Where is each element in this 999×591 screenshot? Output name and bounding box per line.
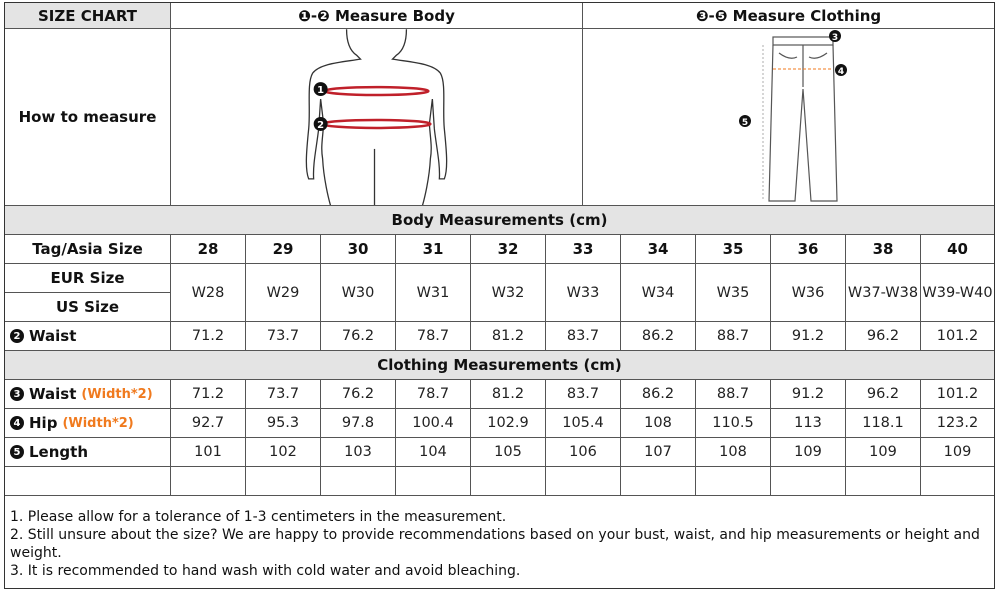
- empty-cell: [846, 467, 921, 496]
- body-waist-cell: 81.2: [471, 322, 546, 351]
- hip-text: Hip: [29, 414, 58, 432]
- length-cell: 106: [546, 438, 621, 467]
- empty-cell: [921, 467, 994, 496]
- size-header-cell: 36: [771, 235, 846, 264]
- cloth-waist-cell: 101.2: [921, 380, 994, 409]
- empty-cell: [246, 467, 321, 496]
- eur-us-cell: W31: [396, 264, 471, 322]
- hip-note: (Width*2): [62, 415, 134, 431]
- empty-cell: [621, 467, 696, 496]
- hip-cell: 105.4: [546, 409, 621, 438]
- measure-clothing-title: ❸-❺ Measure Clothing: [583, 3, 994, 29]
- note-1: 1. Please allow for a tolerance of 1-3 centimeters in the measurement.: [10, 509, 507, 525]
- cloth-waist-label: [5, 380, 171, 409]
- hip-cell: 97.8: [321, 409, 396, 438]
- size-header-cell: 31: [396, 235, 471, 264]
- body-waist-cell: 91.2: [771, 322, 846, 351]
- eur-us-cell: W32: [471, 264, 546, 322]
- eur-us-cell: W36: [771, 264, 846, 322]
- empty-cell: [321, 467, 396, 496]
- clothing-measurements-title: Clothing Measurements (cm): [5, 351, 994, 380]
- size-chart-title: SIZE CHART: [5, 3, 171, 29]
- cloth-waist-cell: 88.7: [696, 380, 771, 409]
- hip-cell: 95.3: [246, 409, 321, 438]
- body-waist-cell: 83.7: [546, 322, 621, 351]
- hip-label: [5, 409, 171, 438]
- eur-us-cell: W28: [171, 264, 246, 322]
- length-cell: 109: [921, 438, 994, 467]
- eur-us-cell: W39-W40: [921, 264, 994, 322]
- size-header-cell: 40: [921, 235, 994, 264]
- body-waist-text: Waist: [29, 327, 77, 345]
- marker-1: 1: [317, 84, 325, 96]
- hip-cell: 108: [621, 409, 696, 438]
- pants-illustration-cell: [583, 29, 994, 206]
- size-header-cell: 34: [621, 235, 696, 264]
- marker-2: 2: [10, 329, 24, 343]
- hip-cell: 92.7: [171, 409, 246, 438]
- cloth-waist-cell: 78.7: [396, 380, 471, 409]
- cloth-waist-cell: 81.2: [471, 380, 546, 409]
- eur-us-cell: W30: [321, 264, 396, 322]
- body-waist-label: [5, 322, 171, 351]
- empty-cell: [171, 467, 246, 496]
- cloth-waist-cell: 86.2: [621, 380, 696, 409]
- cloth-waist-cell: 73.7: [246, 380, 321, 409]
- length-cell: 109: [846, 438, 921, 467]
- size-header-cell: 33: [546, 235, 621, 264]
- empty-cell: [396, 467, 471, 496]
- body-illustration-cell: [171, 29, 583, 206]
- cloth-waist-cell: 83.7: [546, 380, 621, 409]
- cloth-waist-text: Waist: [29, 385, 77, 403]
- tag-size-label: Tag/Asia Size: [5, 235, 171, 264]
- length-cell: 105: [471, 438, 546, 467]
- empty-cell: [546, 467, 621, 496]
- body-waist-cell: 78.7: [396, 322, 471, 351]
- eur-us-cell: W33: [546, 264, 621, 322]
- eur-us-cell: W29: [246, 264, 321, 322]
- length-cell: 108: [696, 438, 771, 467]
- cloth-waist-note: (Width*2): [81, 386, 153, 402]
- size-header-cell: 30: [321, 235, 396, 264]
- hip-cell: 118.1: [846, 409, 921, 438]
- size-chart-table: [4, 2, 995, 589]
- body-waist-cell: 71.2: [171, 322, 246, 351]
- marker-5: 5: [741, 117, 749, 128]
- marker-4: 4: [10, 416, 24, 430]
- size-header-cell: 32: [471, 235, 546, 264]
- empty-cell: [696, 467, 771, 496]
- marker-2: 2: [317, 119, 325, 131]
- length-cell: 101: [171, 438, 246, 467]
- length-cell: 103: [321, 438, 396, 467]
- marker-5: 5: [10, 445, 24, 459]
- marker-3: 3: [10, 387, 24, 401]
- pants-flat-illustration: [583, 29, 994, 206]
- hip-cell: 110.5: [696, 409, 771, 438]
- empty-label-cell: [5, 467, 171, 496]
- length-cell: 109: [771, 438, 846, 467]
- size-header-cell: 29: [246, 235, 321, 264]
- length-text: Length: [29, 443, 88, 461]
- eur-us-cell: W34: [621, 264, 696, 322]
- body-silhouette-illustration: [171, 29, 582, 206]
- body-waist-cell: 96.2: [846, 322, 921, 351]
- eur-size-label: EUR Size: [5, 264, 171, 293]
- size-header-cell: 38: [846, 235, 921, 264]
- marker-4: 4: [837, 66, 845, 77]
- hip-cell: 113: [771, 409, 846, 438]
- body-measurements-title: Body Measurements (cm): [5, 206, 994, 235]
- hip-cell: 100.4: [396, 409, 471, 438]
- eur-us-cell: W35: [696, 264, 771, 322]
- empty-cell: [471, 467, 546, 496]
- length-cell: 107: [621, 438, 696, 467]
- cloth-waist-cell: 76.2: [321, 380, 396, 409]
- eur-us-cell: W37-W38: [846, 264, 921, 322]
- note-2: 2. Still unsure about the size? We are happy to provide recommendations based on your bust, waist, and hip measurements or height and weight.: [10, 527, 980, 561]
- cloth-waist-cell: 96.2: [846, 380, 921, 409]
- measure-body-title: ❶-❷ Measure Body: [171, 3, 583, 29]
- length-cell: 104: [396, 438, 471, 467]
- length-cell: 102: [246, 438, 321, 467]
- hip-cell: 102.9: [471, 409, 546, 438]
- body-waist-cell: 86.2: [621, 322, 696, 351]
- marker-3: 3: [831, 32, 839, 43]
- cloth-waist-cell: 91.2: [771, 380, 846, 409]
- body-waist-cell: 73.7: [246, 322, 321, 351]
- note-3: 3. It is recommended to hand wash with cold water and avoid bleaching.: [10, 563, 521, 579]
- empty-cell: [771, 467, 846, 496]
- how-to-measure-label: How to measure: [5, 29, 171, 206]
- body-waist-cell: 88.7: [696, 322, 771, 351]
- notes-section: [5, 496, 994, 588]
- body-waist-cell: 76.2: [321, 322, 396, 351]
- hip-cell: 123.2: [921, 409, 994, 438]
- body-waist-cell: 101.2: [921, 322, 994, 351]
- size-header-cell: 35: [696, 235, 771, 264]
- us-size-label: US Size: [5, 293, 171, 322]
- cloth-waist-cell: 71.2: [171, 380, 246, 409]
- size-header-cell: 28: [171, 235, 246, 264]
- length-label: [5, 438, 171, 467]
